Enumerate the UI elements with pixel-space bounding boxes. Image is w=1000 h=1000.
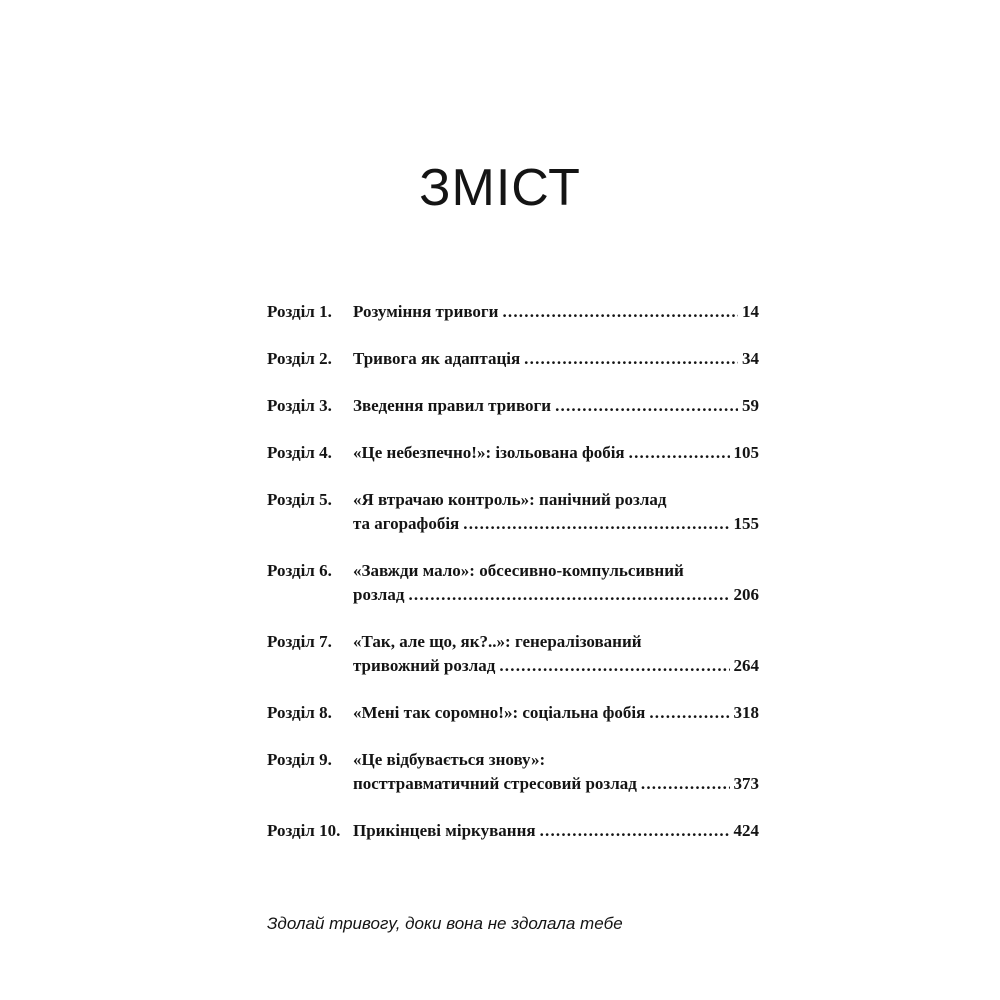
- toc-entry: [267, 441, 759, 465]
- dot-leader: [641, 772, 730, 796]
- chapter-title-last-line: [353, 819, 759, 843]
- dot-leader: [555, 394, 738, 418]
- toc-entry: [267, 347, 759, 371]
- dot-leader: [408, 583, 729, 607]
- chapter-title-line: «Це відбувається знову»:: [353, 750, 546, 769]
- toc-entry: [267, 701, 759, 725]
- page-number: 34: [742, 349, 759, 368]
- page-number: 155: [733, 514, 759, 533]
- chapter-title-last-line: [353, 394, 759, 418]
- chapter-title-last-line: [353, 583, 759, 607]
- chapter-title-text: та агорафобія: [353, 514, 460, 533]
- chapter-label: Розділ 5.: [267, 490, 332, 509]
- chapter-title: [353, 701, 759, 725]
- chapter-title: [353, 441, 759, 465]
- page-number: 373: [733, 774, 759, 793]
- chapter-label: Розділ 4.: [267, 443, 332, 462]
- chapter-label: Розділ 10.: [267, 821, 341, 840]
- chapter-title-text: «Мені так соромно!»: соціальна фобія: [353, 703, 646, 722]
- chapter-title-text: розлад: [353, 585, 405, 604]
- page-number: 318: [733, 703, 759, 722]
- chapter-title-text: «Це небезпечно!»: ізольована фобія: [353, 443, 625, 462]
- chapter-title: [353, 394, 759, 418]
- chapter-title: [353, 819, 759, 843]
- chapter-title-text: Зведення правил тривоги: [353, 396, 552, 415]
- chapter-title-last-line: [353, 512, 759, 536]
- toc-entry: [267, 488, 759, 536]
- chapter-title-last-line: [353, 300, 759, 324]
- chapter-label: Розділ 6.: [267, 561, 332, 580]
- page-title: ЗМІСТ: [419, 159, 581, 217]
- page-number: 206: [733, 585, 759, 604]
- chapter-title-text: Прикінцеві міркування: [353, 821, 536, 840]
- chapter-title-line: «Так, але що, як?..»: генералізований: [353, 632, 642, 651]
- page-number: 14: [742, 302, 759, 321]
- chapter-title: [353, 630, 759, 678]
- chapter-title: [353, 300, 759, 324]
- chapter-title-text: Розуміння тривоги: [353, 302, 499, 321]
- chapter-title: [353, 748, 759, 796]
- chapter-title: [353, 559, 759, 607]
- chapter-title-last-line: [353, 654, 759, 678]
- dot-leader: [649, 701, 729, 725]
- chapter-title: [353, 488, 759, 536]
- chapter-title-line: «Завжди мало»: обсесивно-компульсивний: [353, 561, 684, 580]
- chapter-label: Розділ 3.: [267, 396, 332, 415]
- chapter-label: Розділ 2.: [267, 349, 332, 368]
- running-footer: Здолай тривогу, доки вона не здолала тебе: [267, 914, 623, 933]
- chapter-title-last-line: [353, 347, 759, 371]
- chapter-label: Розділ 1.: [267, 302, 332, 321]
- chapter-title-text: посттравматичний стресовий розлад: [353, 774, 637, 793]
- dot-leader: [629, 441, 730, 465]
- dot-leader: [524, 347, 738, 371]
- page-number: 105: [733, 443, 759, 462]
- page-number: 424: [733, 821, 759, 840]
- toc-entry: [267, 394, 759, 418]
- chapter-title: [353, 347, 759, 371]
- page-number: 264: [733, 656, 759, 675]
- chapter-title-last-line: [353, 772, 759, 796]
- toc-entry: [267, 300, 759, 324]
- dot-leader: [463, 512, 729, 536]
- chapter-label: Розділ 9.: [267, 750, 332, 769]
- toc-entry: [267, 630, 759, 678]
- chapter-title-last-line: [353, 441, 759, 465]
- dot-leader: [499, 654, 729, 678]
- toc-entry: [267, 748, 759, 796]
- chapter-title-text: Тривога як адаптація: [353, 349, 521, 368]
- dot-leader: [540, 819, 730, 843]
- chapter-label: Розділ 7.: [267, 632, 332, 651]
- page-number: 59: [742, 396, 759, 415]
- toc-entry: [267, 559, 759, 607]
- toc-entry: [267, 819, 759, 843]
- chapter-title-line: «Я втрачаю контроль»: панічний розлад: [353, 490, 667, 509]
- chapter-title-last-line: [353, 701, 759, 725]
- table-of-contents: [267, 300, 759, 866]
- chapter-title-text: тривожний розлад: [353, 656, 496, 675]
- dot-leader: [502, 300, 738, 324]
- chapter-label: Розділ 8.: [267, 703, 332, 722]
